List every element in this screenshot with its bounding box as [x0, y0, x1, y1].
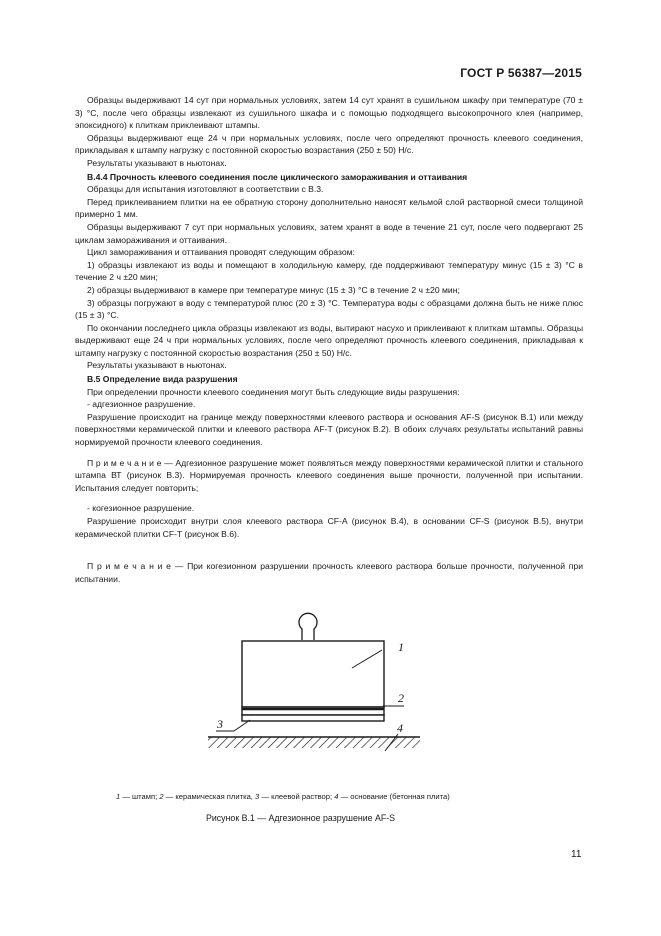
- note-text: При когезионном разрушении прочность клеевого раствора больше прочности, полученной при испытании.: [75, 561, 584, 584]
- figure-label-1: 1: [398, 640, 404, 654]
- paragraph: При определении прочности клеевого соединения могут быть следующие виды разрушения:: [87, 386, 460, 397]
- figure-label-4: 4: [397, 721, 403, 735]
- figure-caption: Рисунок В.1 — Адгезионное разрушение AF-S: [206, 813, 396, 823]
- page-number: 11: [571, 849, 582, 860]
- stamp-handle: [299, 613, 317, 640]
- section-heading-b-4-4: B.4.4 Прочность клеевого соединения после циклического замораживания и оттаивания: [87, 171, 468, 182]
- list-item: - адгезионное разрушение.: [87, 399, 196, 410]
- paragraph: Разрушение происходит на границе между поверхностями клеевого раствора и основания AF-S (рисунок В.1) или между поверхностями керамической плитки и клеевого раствора AF-T (рисунок В.2). В обоих случаях результаты испытаний равны нормируемой прочности клеевого соединения.: [75, 411, 583, 448]
- list-item: - когезионное разрушение.: [87, 503, 195, 514]
- paragraph: Перед приклеиванием плитки на ее обратную сторону дополнительно наносят кельмой слой растворной смеси толщиной примерно 1 мм.: [75, 196, 583, 220]
- document-header: ГОСТ Р 56387—2015: [460, 66, 582, 80]
- note-text: Адгезионное разрушение может появляться между поверхностями керамической плитки и стального штампа ВТ (рисунок В.3). Нормируемая прочность клеевого соединения выше прочности, полученной при испытании. Испытания следует повторить;: [75, 457, 584, 493]
- stamp: [242, 641, 384, 707]
- note: [75, 560, 583, 585]
- figure-label-3: 3: [217, 717, 223, 731]
- paragraph: Образцы выдерживают 7 сут при нормальных условиях, затем хранят в воде в течение 21 сут, после чего подвергают 25 циклам замораживания и оттаивания.: [75, 221, 583, 245]
- paragraph: Результаты указывают в ньютонах.: [87, 157, 227, 168]
- note-label: П р и м е ч а н и е —: [87, 561, 184, 572]
- paragraph: Разрушение происходит внутри слоя клеевого раствора CF-A (рисунок В.4), в основании CF-S (рисунок В.5), внутри керамической плитки CF-T (рисунок В.6).: [75, 516, 583, 539]
- document-body: [75, 94, 583, 585]
- list-item: 2) образцы выдерживают в камере при температуре минус (15 ± 3) °С в течение 2 ч ±20 мин;: [87, 284, 460, 295]
- paragraph: Образцы выдерживают еще 24 ч при нормальных условиях, после чего определяют прочность клеевого соединения, прикладывая к штампу нагрузку с постоянной скоростью возрастания (250 ± 50) Н/с.: [75, 132, 583, 156]
- paragraph: По окончании последнего цикла образцы извлекают из воды, вытирают насухо и приклеивают к плиткам штампы. Образцы выдерживают еще 24 ч при нормальных условиях, после чего определяют прочность клеевого соединения, прикладывая к штампу нагрузку с постоянной скоростью возрастания (250 ± 50) Н/с.: [75, 322, 583, 358]
- paragraph: Образцы для испытания изготовляют в соответствии с В.3.: [87, 184, 324, 195]
- note: [75, 457, 583, 495]
- figure-b1-diagram: [208, 604, 448, 774]
- list-item: 1) образцы извлекают из воды и помещают в холодильную камеру, где поддерживают температуру минус (15 ± 3) °С в течение 2 ч ±20 мин;: [75, 259, 583, 283]
- section-heading-b-5: B.5 Определение вида разрушения: [87, 374, 238, 385]
- figure-legend: 1 — штамп; 2 — керамическая плитка, 3 — клеевой раствор; 4 — основание (бетонная плита): [116, 792, 450, 801]
- note-label: П р и м е ч а н и е —: [87, 457, 173, 468]
- list-item: 3) образцы погружают в воду с температурой плюс (20 ± 3) °С. Температура воды с образцами должна быть не ниже плюс (15 ± 3) °С.: [75, 297, 583, 321]
- adhesive-mortar: [242, 715, 384, 721]
- paragraph: Цикл замораживания и оттаивания проводят следующим образом:: [87, 247, 355, 258]
- figure-label-2: 2: [398, 691, 404, 705]
- paragraph: Результаты указывают в ньютонах.: [87, 360, 227, 371]
- paragraph: Образцы выдерживают 14 сут при нормальных условиях, затем 14 сут хранят в сушильном шкафу при температуре (70 ± 3) °С, после чего образцы извлекают из сушильного шкафа и с помощью подходящего высокопрочного клея (например, эпоксидного) к плиткам приклеивают штампы.: [75, 95, 583, 131]
